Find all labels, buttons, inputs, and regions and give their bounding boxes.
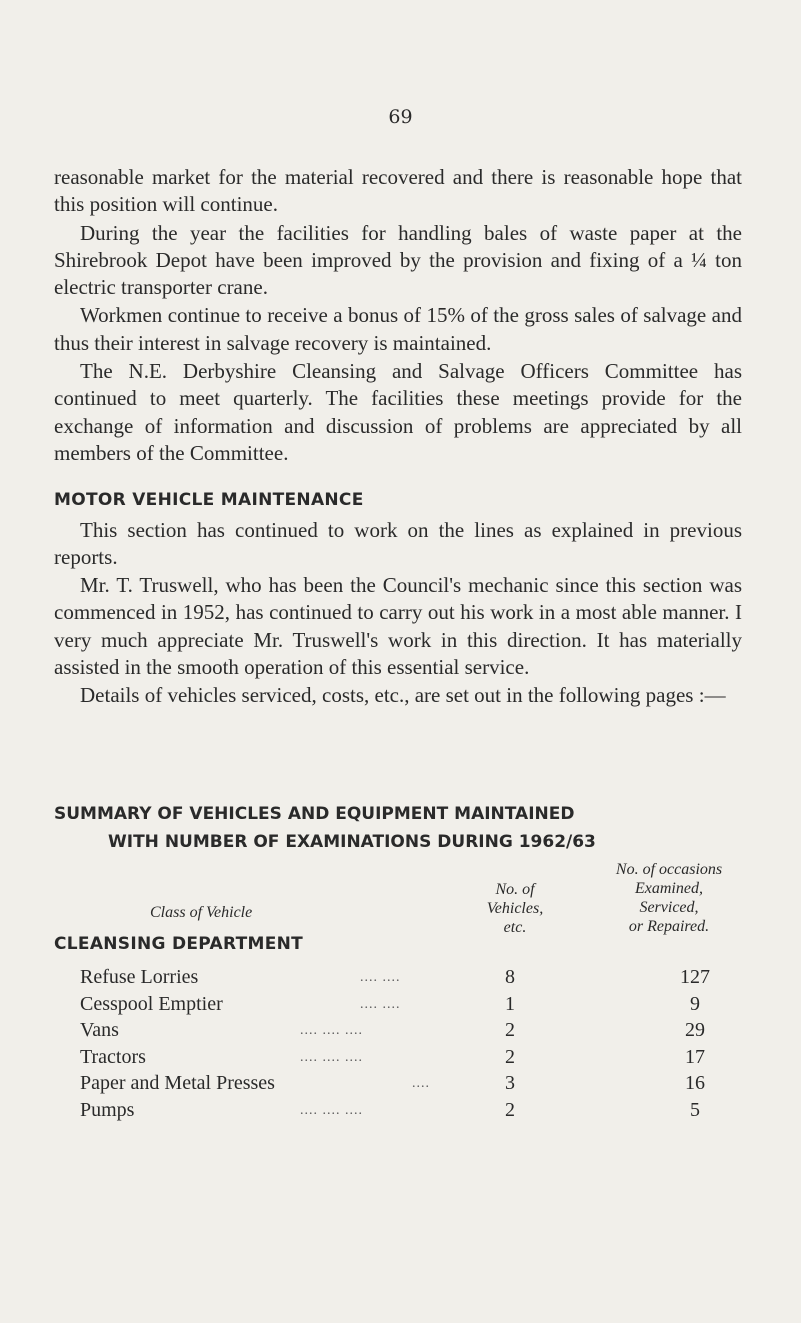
- header-line: Examined,: [635, 880, 703, 897]
- row-label: Cesspool Emptier: [80, 992, 223, 1015]
- header-line: No. of: [495, 881, 535, 898]
- vehicles-value: 2: [505, 1019, 515, 1041]
- paragraph: Mr. T. Truswell, who has been the Council's mechanic since this section was commenced in 1952, has continued to carry out his work in a most able manner. I very much appreciate Mr. Truswell's work in this direction. It has materially assisted in the smooth operation of this essential service.: [54, 573, 742, 680]
- occasions-value: 127: [680, 966, 710, 988]
- body-text: [54, 164, 742, 711]
- table-row: [0, 966, 801, 993]
- table-row: [0, 1046, 801, 1073]
- occasions-value: 29: [685, 1019, 705, 1041]
- leader-dots: .... ....: [360, 970, 401, 985]
- summary-title-line2: WITH NUMBER OF EXAMINATIONS DURING 1962/63: [108, 832, 596, 852]
- row-label: Refuse Lorries: [80, 966, 199, 988]
- page-number: 69: [388, 106, 413, 128]
- header-line: Serviced,: [639, 899, 699, 916]
- column-header-occasions: [574, 860, 764, 936]
- row-label: Paper and Metal Presses: [80, 1072, 275, 1094]
- column-header-class: Class of Vehicle: [150, 904, 253, 921]
- occasions-value: 16: [685, 1072, 705, 1094]
- vehicles-value: 2: [505, 1098, 515, 1121]
- vehicles-value: 3: [505, 1072, 515, 1094]
- header-line: etc.: [503, 919, 527, 936]
- table-body: [0, 966, 801, 1125]
- leader-dots: .... ....: [360, 996, 401, 1012]
- department-heading: CLEANSING DEPARTMENT: [54, 934, 304, 954]
- row-label: Vans: [80, 1019, 119, 1041]
- table-row: [0, 1019, 801, 1046]
- occasions-value: 17: [685, 1045, 705, 1068]
- paragraph: During the year the facilities for handling bales of waste paper at the Shirebrook Depot have been improved by the provision and fixing of a ¼ ton electric transporter crane.: [54, 220, 742, 300]
- leader-dots: ....: [412, 1076, 430, 1091]
- paragraph: Details of vehicles serviced, costs, etc., are set out in the following pages :—: [80, 683, 726, 708]
- leader-dots: .... .... ....: [300, 1102, 363, 1118]
- paragraph: Workmen continue to receive a bonus of 15% of the gross sales of salvage and thus their interest in salvage recovery is maintained.: [54, 303, 742, 355]
- section-heading: MOTOR VEHICLE MAINTENANCE: [54, 490, 364, 511]
- leader-dots: .... .... ....: [300, 1023, 363, 1038]
- paragraph: This section has continued to work on the lines as explained in previous reports.: [54, 517, 742, 569]
- table-row: [0, 1072, 801, 1099]
- occasions-value: 9: [690, 992, 700, 1015]
- table-row: [0, 993, 801, 1020]
- summary-title: [54, 800, 754, 856]
- header-line: or Repaired.: [628, 918, 710, 935]
- paragraph: reasonable market for the material recovered and there is reasonable hope that this position will continue.: [54, 165, 742, 217]
- row-label: Pumps: [80, 1098, 135, 1121]
- table-row: [0, 1099, 801, 1126]
- paragraph: The N.E. Derbyshire Cleansing and Salvage Officers Committee has continued to meet quarterly. The facilities these meetings provide for the exchange of information and discussion of problems are appreciated by all members of the Committee.: [54, 359, 742, 465]
- occasions-value: 5: [690, 1098, 700, 1121]
- column-header-vehicles: [450, 880, 580, 937]
- leader-dots: .... .... ....: [300, 1049, 363, 1065]
- header-line: Vehicles,: [486, 900, 544, 917]
- vehicles-value: 8: [505, 966, 515, 988]
- vehicles-value: 2: [505, 1045, 515, 1068]
- header-line: No. of occasions: [615, 861, 723, 878]
- row-label: Tractors: [80, 1045, 146, 1068]
- summary-title-line1: SUMMARY OF VEHICLES AND EQUIPMENT MAINTAINED: [54, 804, 575, 824]
- vehicles-value: 1: [505, 992, 515, 1015]
